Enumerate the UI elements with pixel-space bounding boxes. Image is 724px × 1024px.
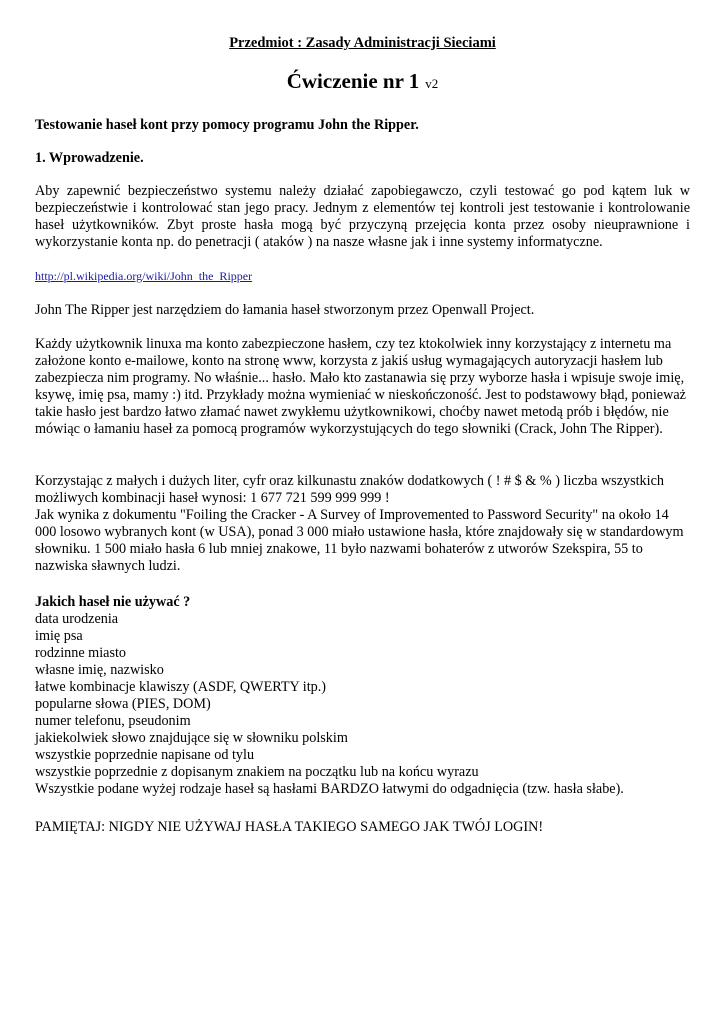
list-item: jakiekolwiek słowo znajdujące się w słowniku polskim xyxy=(35,730,348,746)
paragraph-foiling-cracker: Jak wynika z dokumentu "Foiling the Cracker - A Survey of Improvemented to Password Security" na około 14 000 losowo wybranych kont (w USA), ponad 3 000 miało ustawione hasła, które znajdowały się w standardowym słowniku. 1 500 miało hasła 6 lub mniej znakowe, 11 było nazwami bohaterów z utworów Szekspira, 55 to nazwiska sławnych ludzi. xyxy=(35,507,684,574)
list-item: łatwe kombinacje klawiszy (ASDF, QWERTY itp.) xyxy=(35,679,327,695)
paragraph-combinations: Korzystając z małych i dużych liter, cyfr oraz kilkunastu znaków dodatkowych ( ! # $ & % ) liczba wszystkich możliwych kombinacji haseł wynosi: 1 677 721 599 999 999 ! xyxy=(35,473,664,506)
wikipedia-link[interactable]: http://pl.wikipedia.org/wiki/John_the_Ripper xyxy=(35,269,253,283)
list-item: data urodzenia xyxy=(35,611,119,627)
page-title xyxy=(35,68,690,97)
list-item-summary: Wszystkie podane wyżej rodzaje haseł są hasłami BARDZO łatwymi do odgadnięcia (tzw. hasła słabe). xyxy=(35,781,624,797)
wikipedia-link-row xyxy=(35,268,690,285)
topic-heading: Testowanie haseł kont przy pomocy programu John the Ripper. xyxy=(35,117,419,133)
paragraph-john-the-ripper: John The Ripper jest narzędziem do łamania haseł stworzonym przez Openwall Project. xyxy=(35,302,535,318)
title-text: Ćwiczenie nr 1 xyxy=(286,69,420,93)
subject-heading: Przedmiot : Zasady Administracji Sieciami xyxy=(229,35,496,51)
list-item: popularne słowa (PIES, DOM) xyxy=(35,696,211,712)
avoid-heading: Jakich haseł nie używać ? xyxy=(35,594,191,610)
list-item: własne imię, nazwisko xyxy=(35,662,164,678)
list-item: wszystkie poprzednie z dopisanym znakiem na początku lub na końcu wyrazu xyxy=(35,764,479,780)
list-item: numer telefonu, pseudonim xyxy=(35,713,191,729)
list-item: wszystkie poprzednie napisane od tylu xyxy=(35,747,255,763)
list-item: imię psa xyxy=(35,628,83,644)
section-heading-introduction: 1. Wprowadzenie. xyxy=(35,150,144,166)
avoid-list xyxy=(35,611,690,798)
paragraph-passwords: Każdy użytkownik linuxa ma konto zabezpieczone hasłem, czy tez ktokolwiek inny korzystający z internetu ma założone konto e-mailowe, konto na stronę www, korzysta z jakiś usług wymagających autoryzacji hasłem lub zabezpiecza nim programy. No właśnie... hasło. Mało kto zastanawia się przy wyborze hasła i wpisuje swoje imię, ksywę, imię psa, mamy :) itd. Przykłady można wymieniać w nieskończoność. Jest to podstawowy błąd, ponieważ takie hasło jest bardzo łatwo złamać nawet zwykłemu użytkownikowi, choćby nawet metodą prób i błędów, nie mówiąc o łamaniu haseł za pomocą programów wykorzystujących do tego słowniki (Crack, John The Ripper). xyxy=(35,336,686,437)
intro-paragraph: Aby zapewnić bezpieczeństwo systemu należy działać zapobiegawczo, czyli testować go pod kątem luk w bezpieczeństwie i kontrolować stan jego pracy. Jednym z elementów tej kontroli jest testowanie i kontrolowanie haseł użytkowników. Zbyt proste hasła mogą być przyczyną przejęcia konta przez osoby nieuprawnione i wykorzystanie konta np. do penetracji ( ataków ) na nasze własne jak i inne systemy informatyczne. xyxy=(35,183,690,250)
warning-text: PAMIĘTAJ: NIGDY NIE UŻYWAJ HASŁA TAKIEGO SAMEGO JAK TWÓJ LOGIN! xyxy=(35,819,544,835)
list-item: rodzinne miasto xyxy=(35,645,127,661)
version-label: v2 xyxy=(425,76,439,91)
